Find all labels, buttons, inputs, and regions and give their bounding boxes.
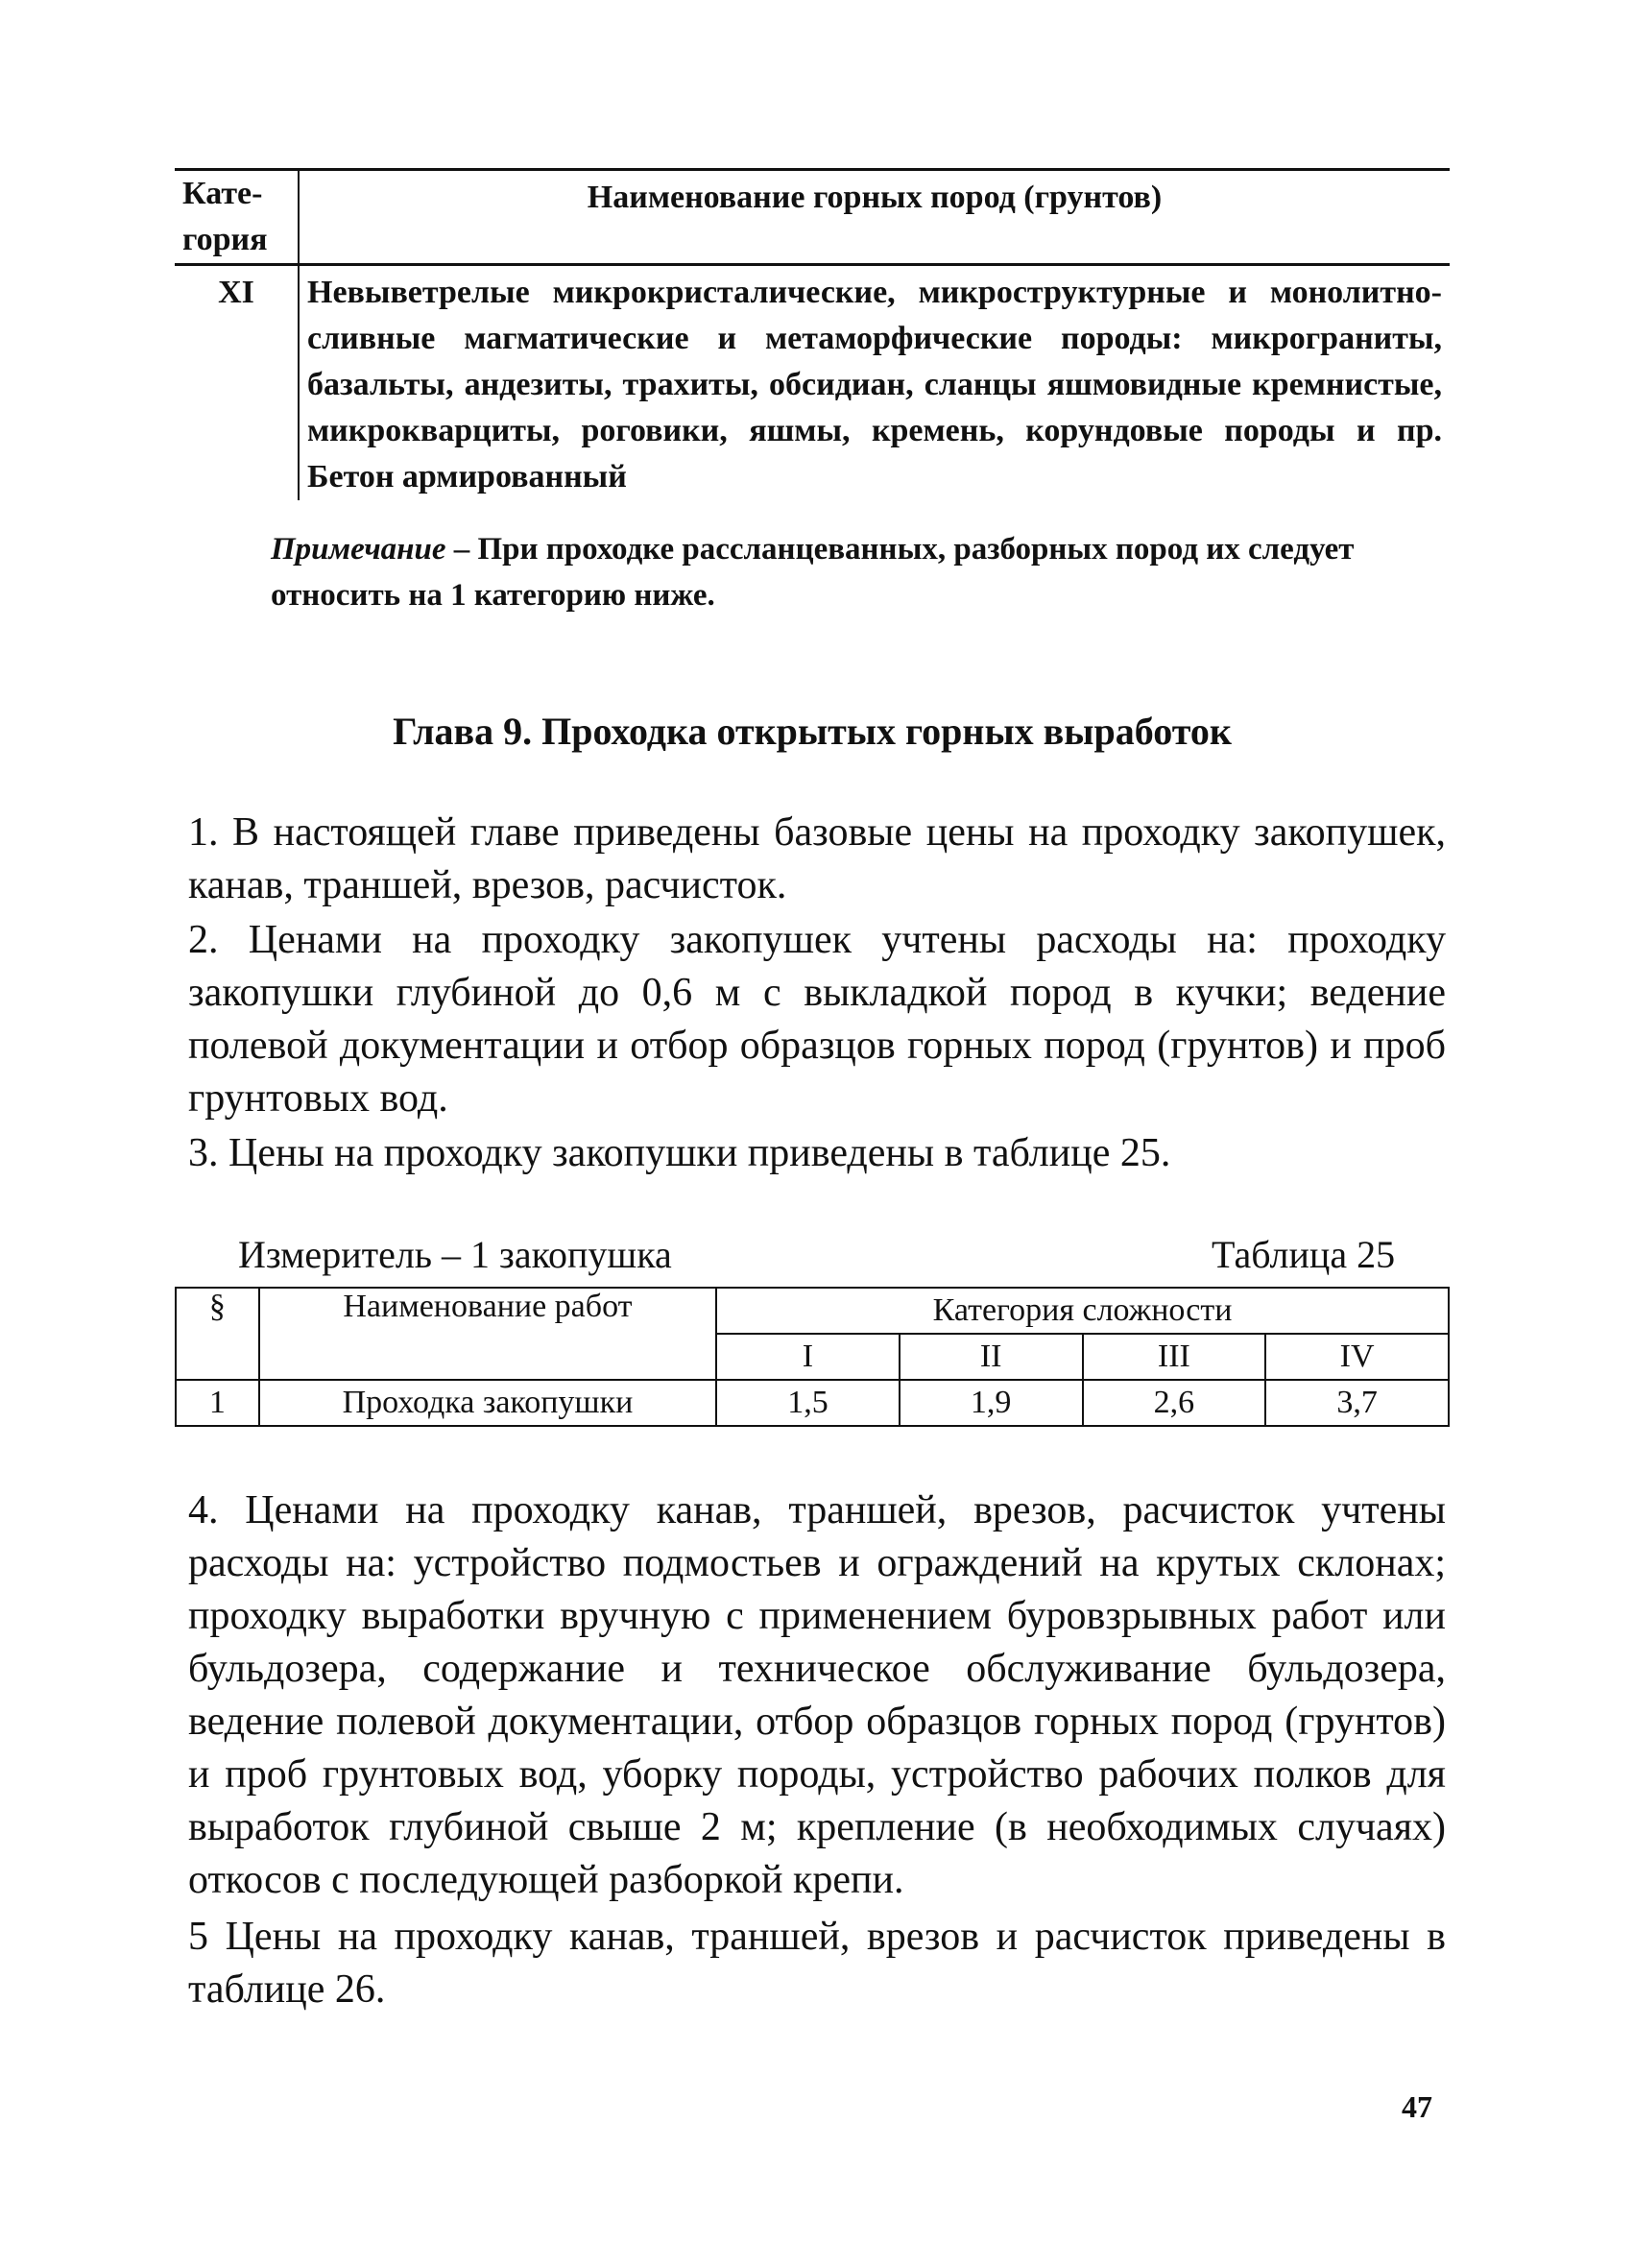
- paragraph-1: 1. В настоящей главе приведены базовые цены на проходку закопушек, канав, траншей, врезов, расчисток.: [188, 810, 1446, 907]
- paragraph-3: 3. Цены на проходку закопушки приведены в таблице 25.: [188, 1131, 1171, 1175]
- table-row: [176, 1380, 1449, 1426]
- rock-category-table: [175, 168, 1450, 500]
- price-table-25: [175, 1287, 1450, 1427]
- note-text: – При проходке рассланцеванных, разборных пород их следует относить на 1 категорию ниже.: [271, 532, 1355, 613]
- category-header: Кате-гория: [175, 170, 299, 265]
- work-name-cell: Проходка закопушки: [259, 1380, 716, 1426]
- price-cell-iv: 3,7: [1265, 1380, 1449, 1426]
- note-label: Примечание: [271, 532, 446, 567]
- price-cell-iii: 2,6: [1083, 1380, 1266, 1426]
- paragraph-2: 2. Ценами на проходку закопушек учтены расходы на: проходку закопушки глубиной до 0,6 м с выкладкой пород в кучки; ведение полевой документации и отбор образцов горных пород (грунтов) и проб грунтовых вод.: [188, 918, 1446, 1121]
- complexity-header: Категория сложности: [716, 1288, 1449, 1334]
- price-cell-i: 1,5: [716, 1380, 900, 1426]
- price-cell-ii: 1,9: [900, 1380, 1083, 1426]
- table-row: [175, 265, 1450, 501]
- table-measure: Измеритель – 1 закопушка: [238, 1233, 672, 1276]
- paragraph-4: 4. Ценами на проходку канав, траншей, врезов, расчисток учтены расходы на: устройство подмостьев и ограждений на крутых склонах; проходку выработки вручную с применением буровзрывных работ или бульдозера, содержание и техническое обслуживание бульдозера, ведение полевой документации, отбор образцов горных пород (грунтов) и проб грунтовых вод, уборку породы, устройство рабочих полков для выработок глубиной свыше 2 м; крепление (в необходимых случаях) откосов с последующей разборкой крепи.: [188, 1488, 1446, 1902]
- table-label: Таблица 25: [1212, 1233, 1396, 1276]
- paragraph-5: 5 Цены на проходку канав, траншей, врезов и расчисток приведены в таблице 26.: [188, 1915, 1446, 2012]
- category-i-header: I: [716, 1334, 900, 1380]
- page-number: 47: [1402, 2089, 1432, 2124]
- rock-name-header: Наименование горных пород (грунтов): [299, 170, 1450, 265]
- section-cell: 1: [176, 1380, 259, 1426]
- category-cell: XI: [175, 265, 299, 501]
- work-name-header: Наименование работ: [259, 1288, 716, 1380]
- category-iv-header: IV: [1265, 1334, 1449, 1380]
- table-note: [271, 526, 1446, 618]
- category-iii-header: III: [1083, 1334, 1266, 1380]
- section-header: §: [176, 1288, 259, 1380]
- chapter-title: Глава 9. Проходка открытых горных выработок: [393, 710, 1232, 753]
- category-ii-header: II: [900, 1334, 1083, 1380]
- rock-description-cell: Невыветрелые микрокристалические, микроструктурные и монолитно-сливные магматические и метаморфические породы: микрограниты, базальты, андезиты, трахиты, обсидиан, сланцы яшмовидные кремнистые, микрокварциты, роговики, яшмы, кремень, корундовые породы и пр. Бетон армированный: [307, 275, 1442, 495]
